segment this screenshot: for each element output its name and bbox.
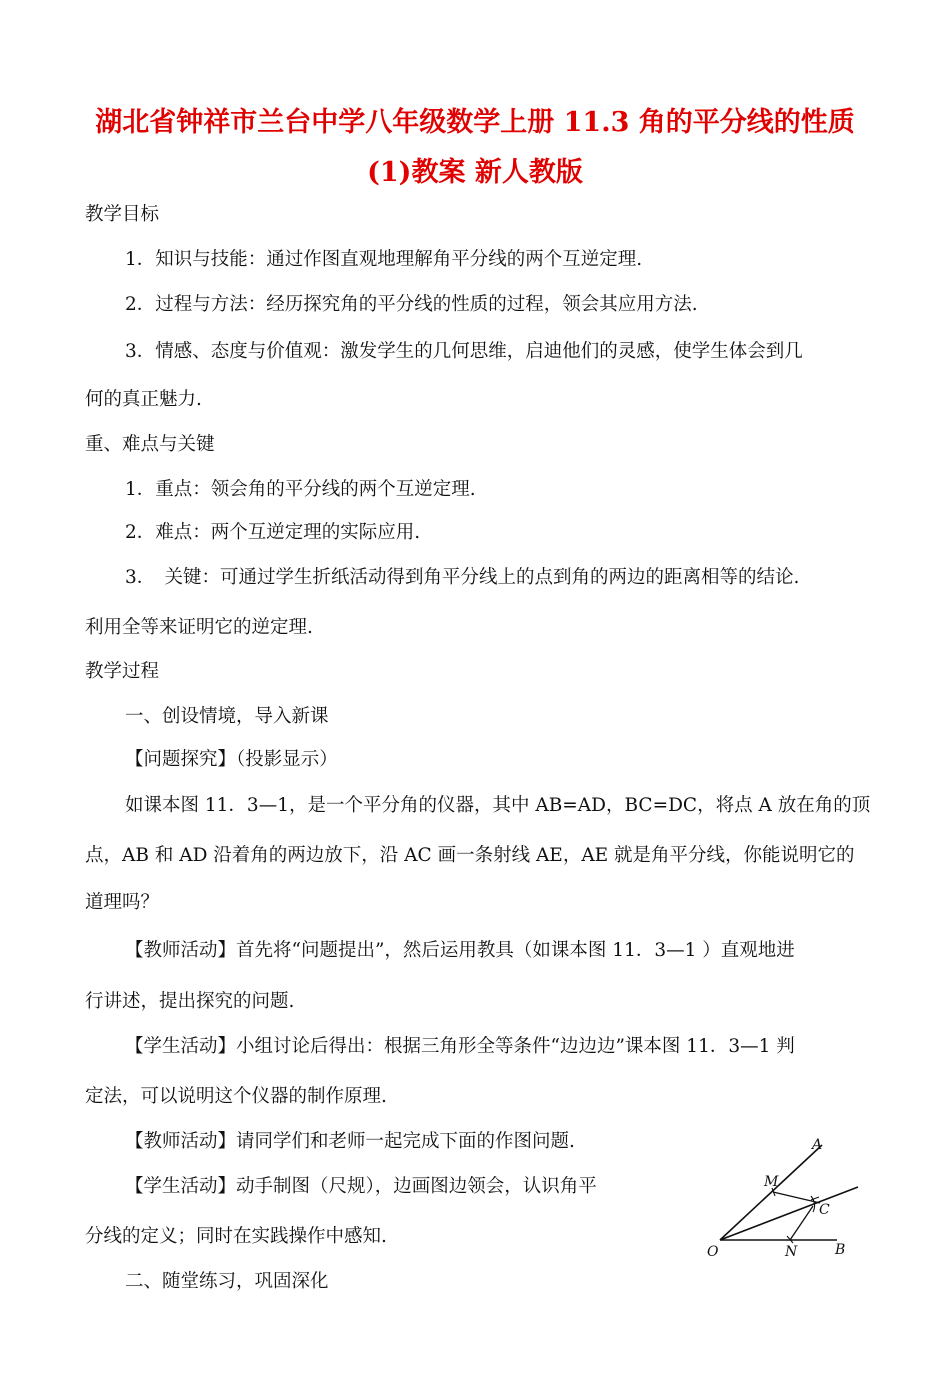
problem-text-line-1: 如课本图 11．3—1，是一个平分角的仪器，其中 AB=AD，BC=DC，将点 A 放在角的顶 (125, 795, 871, 816)
goal-knowledge: 1．知识与技能：通过作图直观地理解角平分线的两个互逆定理. (125, 249, 643, 270)
key-point-difficulty: 2．难点：两个互逆定理的实际应用. (125, 522, 421, 543)
heading-teaching-process: 教学过程 (85, 661, 160, 682)
document-title-line-1: 湖北省钟祥市兰台中学八年级数学上册 11.3 角的平分线的性质 (95, 107, 855, 138)
key-point-key-line-2: 利用全等来证明它的逆定理. (85, 617, 313, 638)
ray-oc-bisector (720, 1187, 858, 1240)
angle-bisector-figure (695, 1130, 865, 1265)
teacher-activity-1-line-1: 【教师活动】首先将“问题提出”，然后运用教具（如课本图 11．3—1 ）直观地进 (125, 940, 795, 961)
problem-explore-heading: 【问题探究】（投影显示） (125, 749, 338, 770)
label-o: O (707, 1244, 719, 1260)
heading-teaching-goals: 教学目标 (85, 204, 160, 225)
key-point-focus: 1．重点：领会角的平分线的两个互逆定理. (125, 479, 476, 500)
goal-emotion-line-2: 何的真正魅力. (85, 389, 202, 410)
student-activity-1-line-1: 【学生活动】小组讨论后得出：根据三角形全等条件“边边边”课本图 11．3—1 判 (125, 1036, 795, 1057)
label-n: N (785, 1244, 798, 1260)
heading-key-points: 重、难点与关键 (85, 434, 215, 455)
ray-oa (720, 1145, 822, 1240)
label-b: B (835, 1242, 846, 1258)
label-m: M (764, 1174, 779, 1190)
student-activity-2-line-1: 【学生活动】动手制图（尺规），边画图边领会，认识角平 (125, 1176, 597, 1197)
teacher-activity-2: 【教师活动】请同学们和老师一起完成下面的作图问题. (125, 1131, 575, 1152)
label-a: A (812, 1137, 823, 1153)
construction-line-mc (773, 1192, 820, 1203)
teacher-activity-1-line-2: 行讲述，提出探究的问题. (85, 991, 295, 1012)
student-activity-1-line-2: 定法，可以说明这个仪器的制作原理. (85, 1086, 387, 1107)
goal-emotion-line-1: 3．情感、态度与价值观：激发学生的几何思维，启迪他们的灵感，使学生体会到几 (125, 341, 803, 362)
problem-text-line-2: 点，AB 和 AD 沿着角的两边放下，沿 AC 画一条射线 AE，AE 就是角平分线，你能说明它的 (85, 845, 855, 866)
key-point-key-line-1: 3． 关键：可通过学生折纸活动得到角平分线上的点到角的两边的距离相等的结论. (125, 567, 800, 588)
angle-bisector-diagram (695, 1130, 865, 1265)
problem-text-line-3: 道理吗？ (85, 892, 160, 913)
document-title-line-2: (1)教案 新人教版 (367, 157, 583, 188)
label-c: C (819, 1202, 830, 1218)
section-1-title: 一、创设情境，导入新课 (125, 706, 329, 727)
section-2-title: 二、随堂练习，巩固深化 (125, 1271, 329, 1292)
student-activity-2-line-2: 分线的定义；同时在实践操作中感知. (85, 1226, 387, 1247)
goal-process: 2．过程与方法：经历探究角的平分线的性质的过程，领会其应用方法. (125, 294, 698, 315)
